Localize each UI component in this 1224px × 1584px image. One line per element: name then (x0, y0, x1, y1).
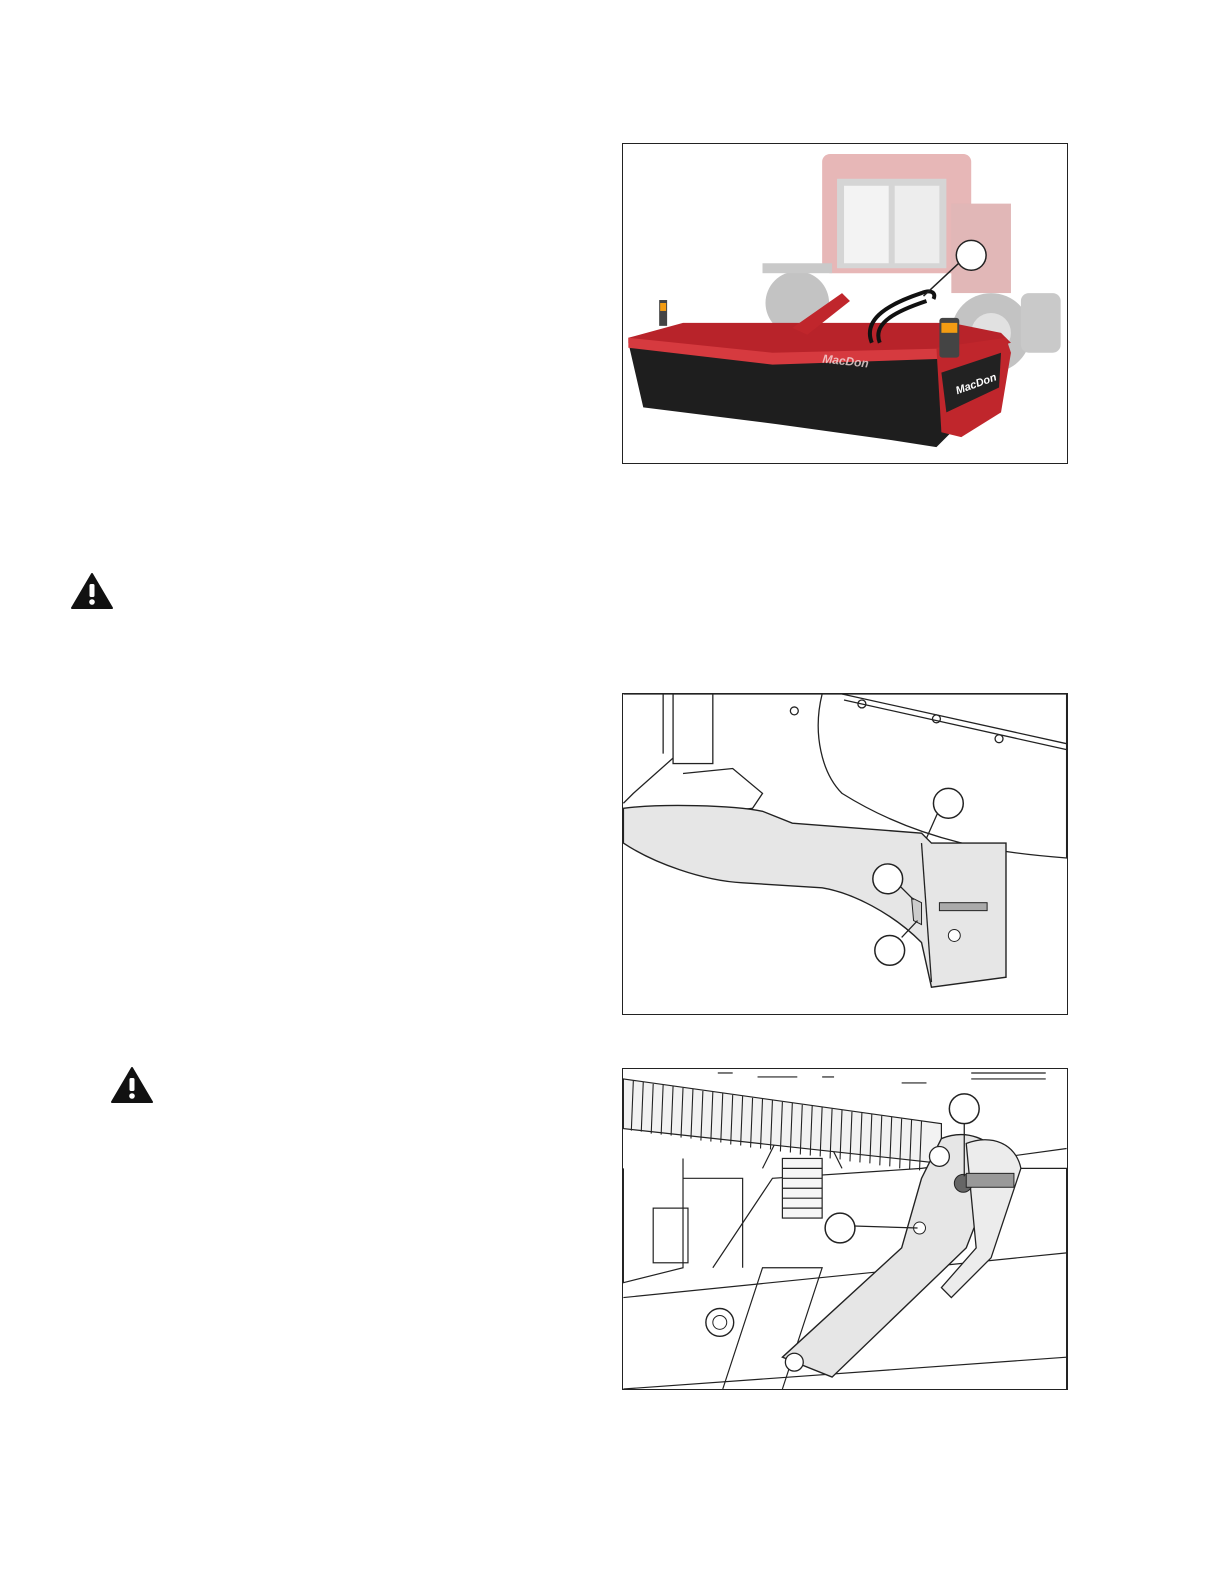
svg-text:MacDon: MacDon (821, 351, 870, 371)
callout-circle (949, 1094, 979, 1124)
windrower-illustration (623, 144, 1067, 463)
svg-text:MacDon: MacDon (954, 371, 999, 398)
small-spring (782, 1158, 822, 1218)
float-spring (623, 1079, 941, 1170)
callout-circle (956, 240, 986, 270)
callout-circle (825, 1213, 855, 1243)
figure-windrower-photo (622, 143, 1068, 464)
warning-triangle-icon (70, 572, 114, 610)
float-linkage-illustration (623, 1069, 1067, 1389)
callout-circle (873, 864, 903, 894)
lift-arm-illustration (623, 694, 1067, 1014)
callout-circle (875, 935, 905, 965)
figure-lift-arm-drawing (622, 693, 1068, 1015)
callout-circle (933, 788, 963, 818)
warning-triangle-icon (110, 1066, 154, 1104)
lift-arm (623, 805, 1006, 987)
figure-float-linkage-drawing (622, 1068, 1068, 1390)
